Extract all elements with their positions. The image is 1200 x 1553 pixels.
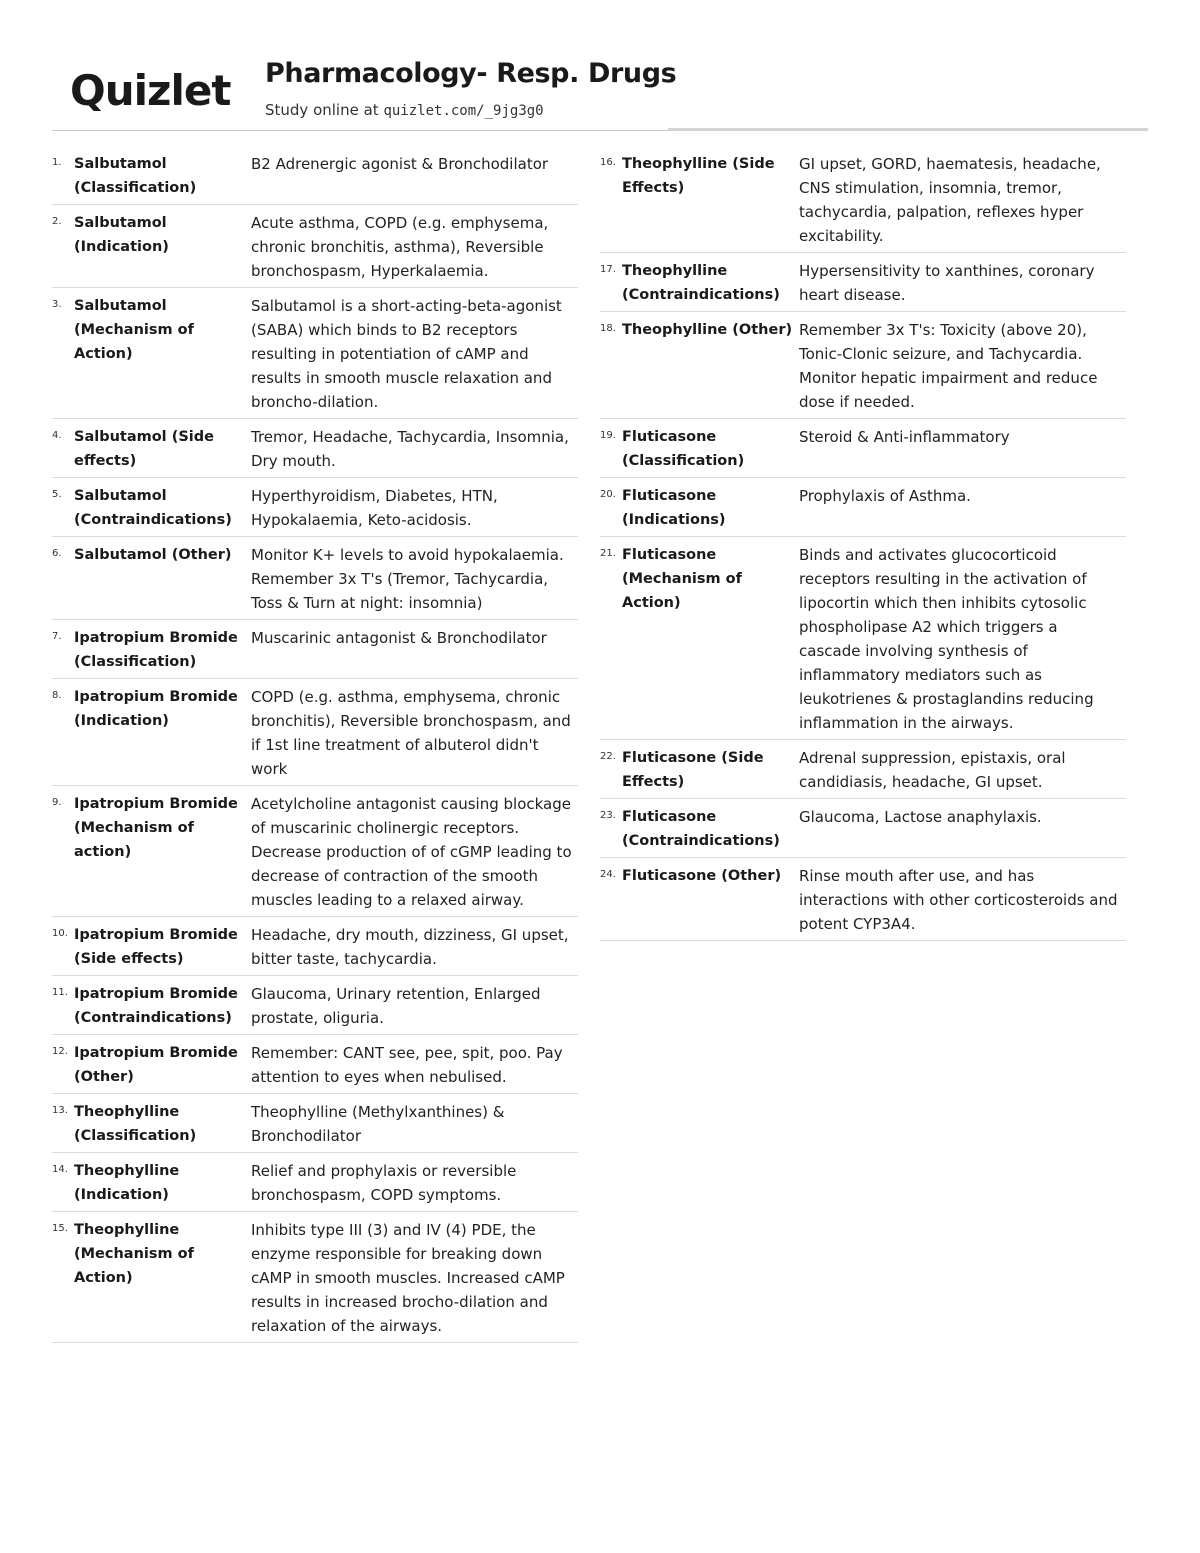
card-row [600,253,1126,312]
card-column-left [52,146,578,1343]
card-definition: COPD (e.g. asthma, emphysema, chronic bronchitis), Reversible bronchospasm, and if 1st line treatment of albuterol didn't work [251,688,571,778]
card-definition: Adrenal suppression, epistaxis, oral candidiasis, headache, GI upset. [799,749,1066,791]
card-row [52,1153,578,1212]
card-definition: Prophylaxis of Asthma. [799,487,971,505]
card-row [52,478,578,537]
card-row [52,917,578,976]
card-number: 1. [52,157,62,168]
card-term: Theophylline (Mechanism of Action) [74,1222,194,1286]
card-number: 22. [600,751,616,762]
card-definition: Headache, dry mouth, dizziness, GI upset, bitter taste, tachycardia. [251,926,569,968]
card-number: 24. [600,869,616,880]
card-definition: Theophylline (Methylxanthines) & Bronchodilator [251,1103,505,1145]
card-number: 3. [52,299,62,310]
study-url-link[interactable]: quizlet.com/_9jg3g0 [383,103,544,119]
card-number: 10. [52,928,68,939]
card-row [600,799,1126,858]
card-term: Fluticasone (Mechanism of Action) [622,547,742,611]
card-term: Fluticasone (Other) [622,868,782,884]
card-term: Fluticasone (Side Effects) [622,750,764,790]
card-term: Salbutamol (Side effects) [74,429,214,469]
card-definition: Glaucoma, Urinary retention, Enlarged prostate, oliguria. [251,985,541,1027]
card-number: 9. [52,797,62,808]
card-row [52,1212,578,1343]
card-number: 4. [52,430,62,441]
card-definition: Muscarinic antagonist & Bronchodilator [251,629,547,647]
card-row [52,786,578,917]
card-number: 6. [52,548,62,559]
card-definition: B2 Adrenergic agonist & Bronchodilator [251,155,549,173]
card-number: 17. [600,264,616,275]
card-number: 2. [52,216,62,227]
card-definition: Rinse mouth after use, and has interactions with other corticosteroids and potent CYP3A4. [799,867,1118,933]
card-number: 16. [600,157,616,168]
card-number: 19. [600,430,616,441]
card-definition: GI upset, GORD, haematesis, headache, CNS stimulation, insomnia, tremor, tachycardia, palpation, reflexes hyper excitability. [799,155,1101,245]
card-definition: Binds and activates glucocorticoid receptors resulting in the activation of lipocortin which then inhibits cytosolic phospholipase A2 which triggers a cascade involving synthesis of inflammatory mediators such as leukotrienes & prostaglandins reducing inflammation in the airways. [799,546,1094,732]
card-number: 18. [600,323,616,334]
card-definition: Relief and prophylaxis or reversible bronchospasm, COPD symptoms. [251,1162,517,1204]
card-term: Salbutamol (Contraindications) [74,488,232,528]
card-definition: Steroid & Anti-inflammatory [799,428,1010,446]
card-row [52,679,578,786]
card-row [52,1035,578,1094]
quizlet-logo: Quizlet [70,66,231,115]
study-online-line [265,101,544,119]
card-definition: Acetylcholine antagonist causing blockage of muscarinic cholinergic receptors. Decrease production of of cGMP leading to decrease of contraction of the smooth muscles leading to a relaxed airway. [251,795,572,909]
card-definition: Monitor K+ levels to avoid hypokalaemia. Remember 3x T's (Tremor, Tachycardia, Toss & Turn at night: insomnia) [251,546,564,612]
card-term: Salbutamol (Indication) [74,215,169,255]
card-number: 15. [52,1223,68,1234]
card-definition: Inhibits type III (3) and IV (4) PDE, the enzyme responsible for breaking down cAMP in smooth muscles. Increased cAMP results in increased brocho-dilation and relaxation of the airways. [251,1221,565,1335]
card-row [52,537,578,620]
card-term: Salbutamol (Other) [74,547,232,563]
card-number: 5. [52,489,62,500]
card-row [52,146,578,205]
card-term: Ipatropium Bromide (Indication) [74,689,238,729]
card-term: Fluticasone (Classification) [622,429,745,469]
card-term: Theophylline (Indication) [74,1163,180,1203]
card-term: Ipatropium Bromide (Other) [74,1045,238,1085]
card-term: Ipatropium Bromide (Mechanism of action) [74,796,238,860]
card-definition: Tremor, Headache, Tachycardia, Insomnia, Dry mouth. [251,428,569,470]
card-column-right [600,146,1126,941]
card-number: 23. [600,810,616,821]
card-number: 14. [52,1164,68,1175]
card-number: 7. [52,631,62,642]
card-row [52,620,578,679]
card-number: 12. [52,1046,68,1057]
card-term: Theophylline (Classification) [74,1104,197,1144]
card-row [600,478,1126,537]
card-definition: Salbutamol is a short-acting-beta-agonist (SABA) which binds to B2 receptors resulting in potentiation of cAMP and results in smooth muscle relaxation and broncho-dilation. [251,297,562,411]
card-definition: Hyperthyroidism, Diabetes, HTN, Hypokalaemia, Keto-acidosis. [251,487,498,529]
header-divider-accent [668,128,1148,131]
card-term: Theophylline (Contraindications) [622,263,780,303]
card-number: 8. [52,690,62,701]
card-row [600,419,1126,478]
card-term: Theophylline (Other) [622,322,793,338]
card-definition: Hypersensitivity to xanthines, coronary heart disease. [799,262,1095,304]
card-term: Fluticasone (Indications) [622,488,726,528]
study-online-prefix: Study online at [265,101,384,119]
card-number: 20. [600,489,616,500]
card-row [52,419,578,478]
card-row [600,312,1126,419]
card-term: Ipatropium Bromide (Side effects) [74,927,238,967]
card-term: Ipatropium Bromide (Contraindications) [74,986,238,1026]
card-definition: Remember: CANT see, pee, spit, poo. Pay attention to eyes when nebulised. [251,1044,563,1086]
card-term: Fluticasone (Contraindications) [622,809,780,849]
card-term: Salbutamol (Mechanism of Action) [74,298,194,362]
card-term: Ipatropium Bromide (Classification) [74,630,238,670]
card-row [52,1094,578,1153]
card-term: Salbutamol (Classification) [74,156,197,196]
card-row [600,740,1126,799]
card-term: Theophylline (Side Effects) [622,156,775,196]
card-row [600,858,1126,941]
card-number: 21. [600,548,616,559]
card-row [52,976,578,1035]
card-definition: Glaucoma, Lactose anaphylaxis. [799,808,1042,826]
card-number: 13. [52,1105,68,1116]
card-definition: Acute asthma, COPD (e.g. emphysema, chronic bronchitis, asthma), Reversible bronchospasm, Hyperkalaemia. [251,214,549,280]
card-number: 11. [52,987,68,998]
card-row [52,288,578,419]
card-definition: Remember 3x T's: Toxicity (above 20), Tonic-Clonic seizure, and Tachycardia. Monitor hepatic impairment and reduce dose if needed. [799,321,1098,411]
card-row [600,537,1126,740]
card-row [600,146,1126,253]
card-row [52,205,578,288]
page-title: Pharmacology- Resp. Drugs [265,58,677,89]
